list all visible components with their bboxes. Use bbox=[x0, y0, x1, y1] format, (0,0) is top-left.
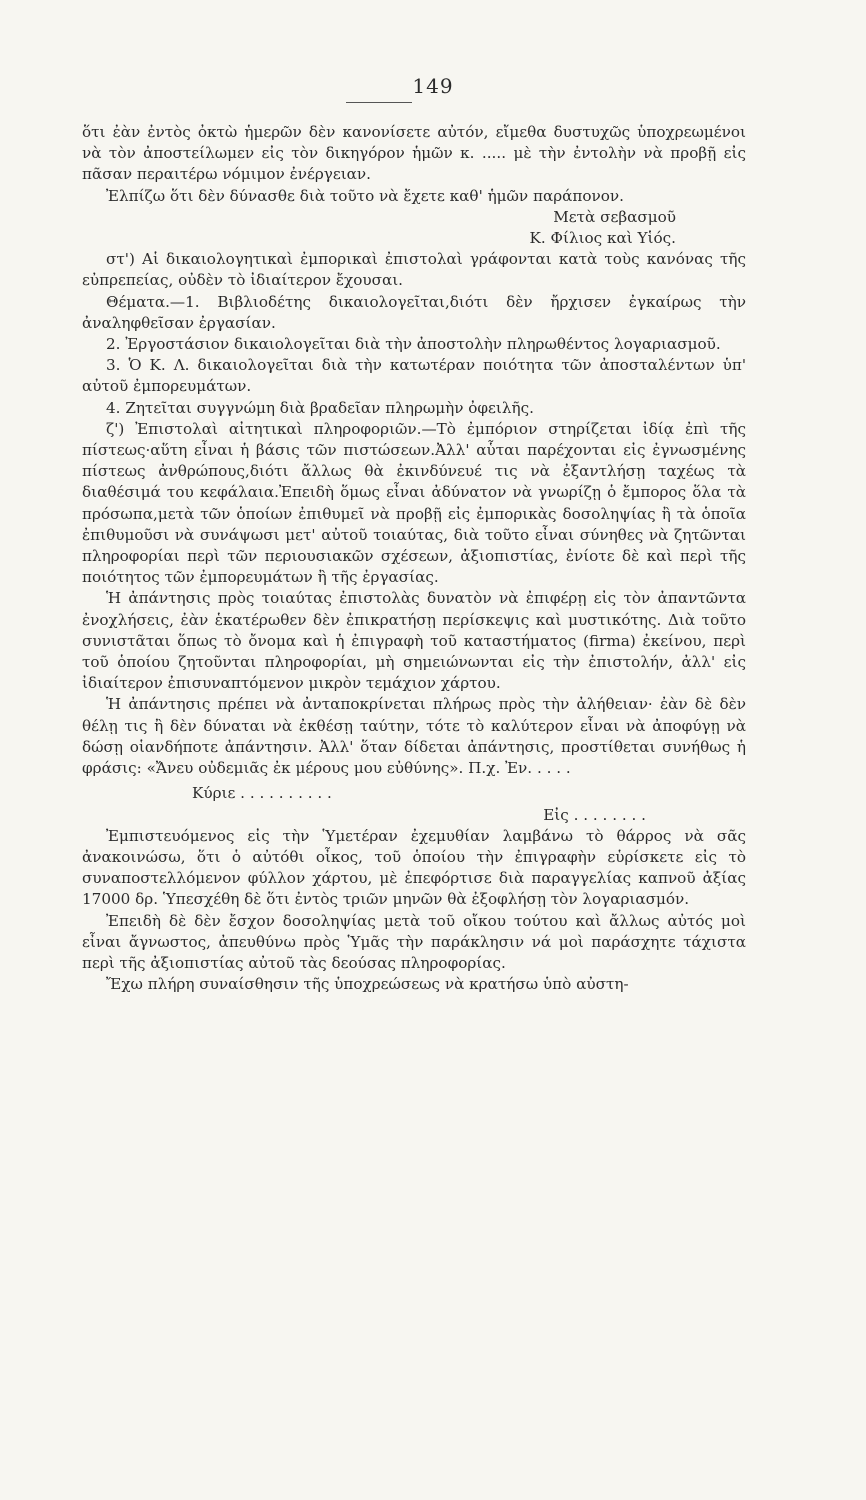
paragraph: Ἡ ἀπάντησις πρέπει νὰ ἀνταποκρίνεται πλήρως πρὸς τὴν ἀλήθειαν· ἐὰν δὲ δὲν θέλῃ τις ἢ δὲν δύναται νὰ ἐκθέσῃ ταύτην, τότε τὸ καλύτερον εἶναι νὰ ἀποφύγῃ νὰ δώσῃ οἱανδήποτε ἀπάντησιν. Ἀλλ' ὅταν δίδεται ἀπάντησις, προστίθεται συνήθως ἡ φράσις: «Ἄνευ οὐδεμιᾶς ἐκ μέρους μου εὐθύνης». Π.χ. Ἐν. . . . . bbox=[82, 695, 746, 778]
paragraph: Θέματα.—1. Βιβλιοδέτης δικαιολογεῖται,διότι δὲν ἤρχισεν ἐγκαίρως τὴν ἀναληφθεῖσαν ἐργασίαν. bbox=[82, 292, 746, 332]
page-body-text bbox=[82, 122, 746, 995]
paragraph: ζ') Ἐπιστολαὶ αἰτητικαὶ πληροφοριῶν.—Τὸ ἐμπόριον στηρίζεται ἰδίᾳ ἐπὶ τῆς πίστεως·αὕτη εἶναι ἡ βάσις τῶν πιστώσεων.Ἀλλ' αὗται παρέχονται εἰς ἐγνωσμένης πίστεως ἀνθρώπους,διότι ἄλλως θὰ ἐκινδύνευέ τις νὰ ἐξαντλήσῃ ταχέως τὰ διαθέσιμά του κεφάλαια.Ἐπειδὴ ὅμως εἶναι ἀδύνατον νὰ γνωρίζῃ ὁ ἔμπορος ὅλα τὰ πρόσωπα,μετὰ τῶν ὁποίων ἐπιθυμεῖ νὰ προβῇ εἰς ἐμπορικὰς δοσοληψίας ἢ τὰ ὁποῖα ἐπιθυμοῦσι νὰ συνάψωσι μετ' αὐτοῦ τοιαύτας, διὰ τοῦτο εἶναι σύνηθες νὰ ζητῶνται πληροφορίαι περὶ τῶν περιουσιακῶν σχέσεων, ἀξιοπιστίας, ἐνίοτε δὲ καὶ περὶ τῆς ποιότητος τῶν ἐμπορευμάτων ἢ τῆς ἐργασίας. bbox=[82, 419, 746, 587]
paragraph: Κ. Φίλιος καὶ Υἱός. bbox=[529, 229, 676, 248]
paragraph: Μετὰ σεβασμοῦ bbox=[553, 207, 676, 226]
paragraph: Ἐπειδὴ δὲ δὲν ἔσχον δοσοληψίας μετὰ τοῦ οἴκου τούτου καὶ ἄλλως αὐτός μοὶ εἶναι ἄγνωστος, ἀπευθύνω πρὸς Ὑμᾶς τὴν παράκλησιν νά μοὶ παράσχητε τάχιστα περὶ τῆς ἀξιοπιστίας αὐτοῦ τὰς δεούσας πληροφορίας. bbox=[82, 911, 746, 972]
paragraph: Ἡ ἀπάντησις πρὸς τοιαύτας ἐπιστολὰς δυνατὸν νὰ ἐπιφέρῃ εἰς τὸν ἀπαντῶντα ἐνοχλήσεις, ἐὰν ἑκατέρωθεν δὲν ἐπικρατήσῃ περίσκεψις καὶ μυστικότης. Διὰ τοῦτο συνιστᾶται ὅπως τὸ ὄνομα καὶ ἡ ἐπιγραφὴ τοῦ καταστήματος (firma) ἐκείνου, περὶ τοῦ ὁποίου ζητοῦνται πληροφορίαι, μὴ σημειώνωνται εἰς τὴν ἐπιστολήν, ἀλλ' εἰς ἰδιαίτερον ἐπισυναπτόμενον μικρὸν τεμάχιον χάρτου. bbox=[82, 589, 746, 693]
paragraph: στ') Αἱ δικαιολογητικαὶ ἐμπορικαὶ ἐπιστολαὶ γράφονται κατὰ τοὺς κανόνας τῆς εὐπρεπείας, οὐδὲν τὸ ἰδιαίτερον ἔχουσαι. bbox=[82, 250, 746, 290]
paragraph: Ἐμπιστευόμενος εἰς τὴν Ὑμετέραν ἐχεμυθίαν λαμβάνω τὸ θάρρος νὰ σᾶς ἀνακοινώσω, ὅτι ὁ αὐτόθι οἶκος, τοῦ ὁποίου τὴν ἐπιγραφὴν εὑρίσκετε εἰς τὸ συναποστελλόμενον φύλλον χάρτου, μὲ ἐπεφόρτισε διὰ παραγγελίας καπνοῦ ἀξίας 17000 δρ. Ὑπεσχέθη δὲ ὅτι ἐντὸς τριῶν μηνῶν θὰ ἐξοφλήσῃ τὸν λογαριασμόν. bbox=[82, 826, 746, 909]
paragraph: Ἔχω πλήρη συναίσθησιν τῆς ὑποχρεώσεως νὰ κρατήσω ὑπὸ αὐστη- bbox=[106, 975, 629, 994]
page-number: 149 bbox=[412, 74, 454, 98]
page-number-rule bbox=[346, 102, 412, 103]
paragraph: Κύριε . . . . . . . . . . bbox=[192, 784, 332, 803]
paragraph: ὅτι ἐὰν ἐντὸς ὀκτὼ ἡμερῶν δὲν κανονίσετε αὐτόν, εἴμεθα δυστυχῶς ὑποχρεωμένοι νὰ τὸν ἀποστείλωμεν εἰς τὸν δικηγόρον ἡμῶν κ. ..... μὲ τὴν ἐντολὴν νὰ προβῇ εἰς πᾶσαν περαιτέρω νόμιμον ἐνέργειαν. bbox=[82, 123, 746, 184]
paragraph: 2. Ἐργοστάσιον δικαιολογεῖται διὰ τὴν ἀποστολὴν πληρωθέντος λογαριασμοῦ. bbox=[106, 335, 721, 354]
paragraph: 3. Ὁ Κ. Λ. δικαιολογεῖται διὰ τὴν κατωτέραν ποιότητα τῶν ἀποσταλέντων ὑπ' αὐτοῦ ἐμπορευμάτων. bbox=[82, 356, 746, 396]
paragraph: Ἐλπίζω ὅτι δὲν δύνασθε διὰ τοῦτο νὰ ἔχετε καθ' ἡμῶν παράπονον. bbox=[106, 186, 624, 205]
paragraph: Εἰς . . . . . . . . bbox=[543, 805, 646, 824]
paragraph: 4. Ζητεῖται συγγνώμη διὰ βραδεῖαν πληρωμὴν ὀφειλῆς. bbox=[106, 398, 534, 417]
